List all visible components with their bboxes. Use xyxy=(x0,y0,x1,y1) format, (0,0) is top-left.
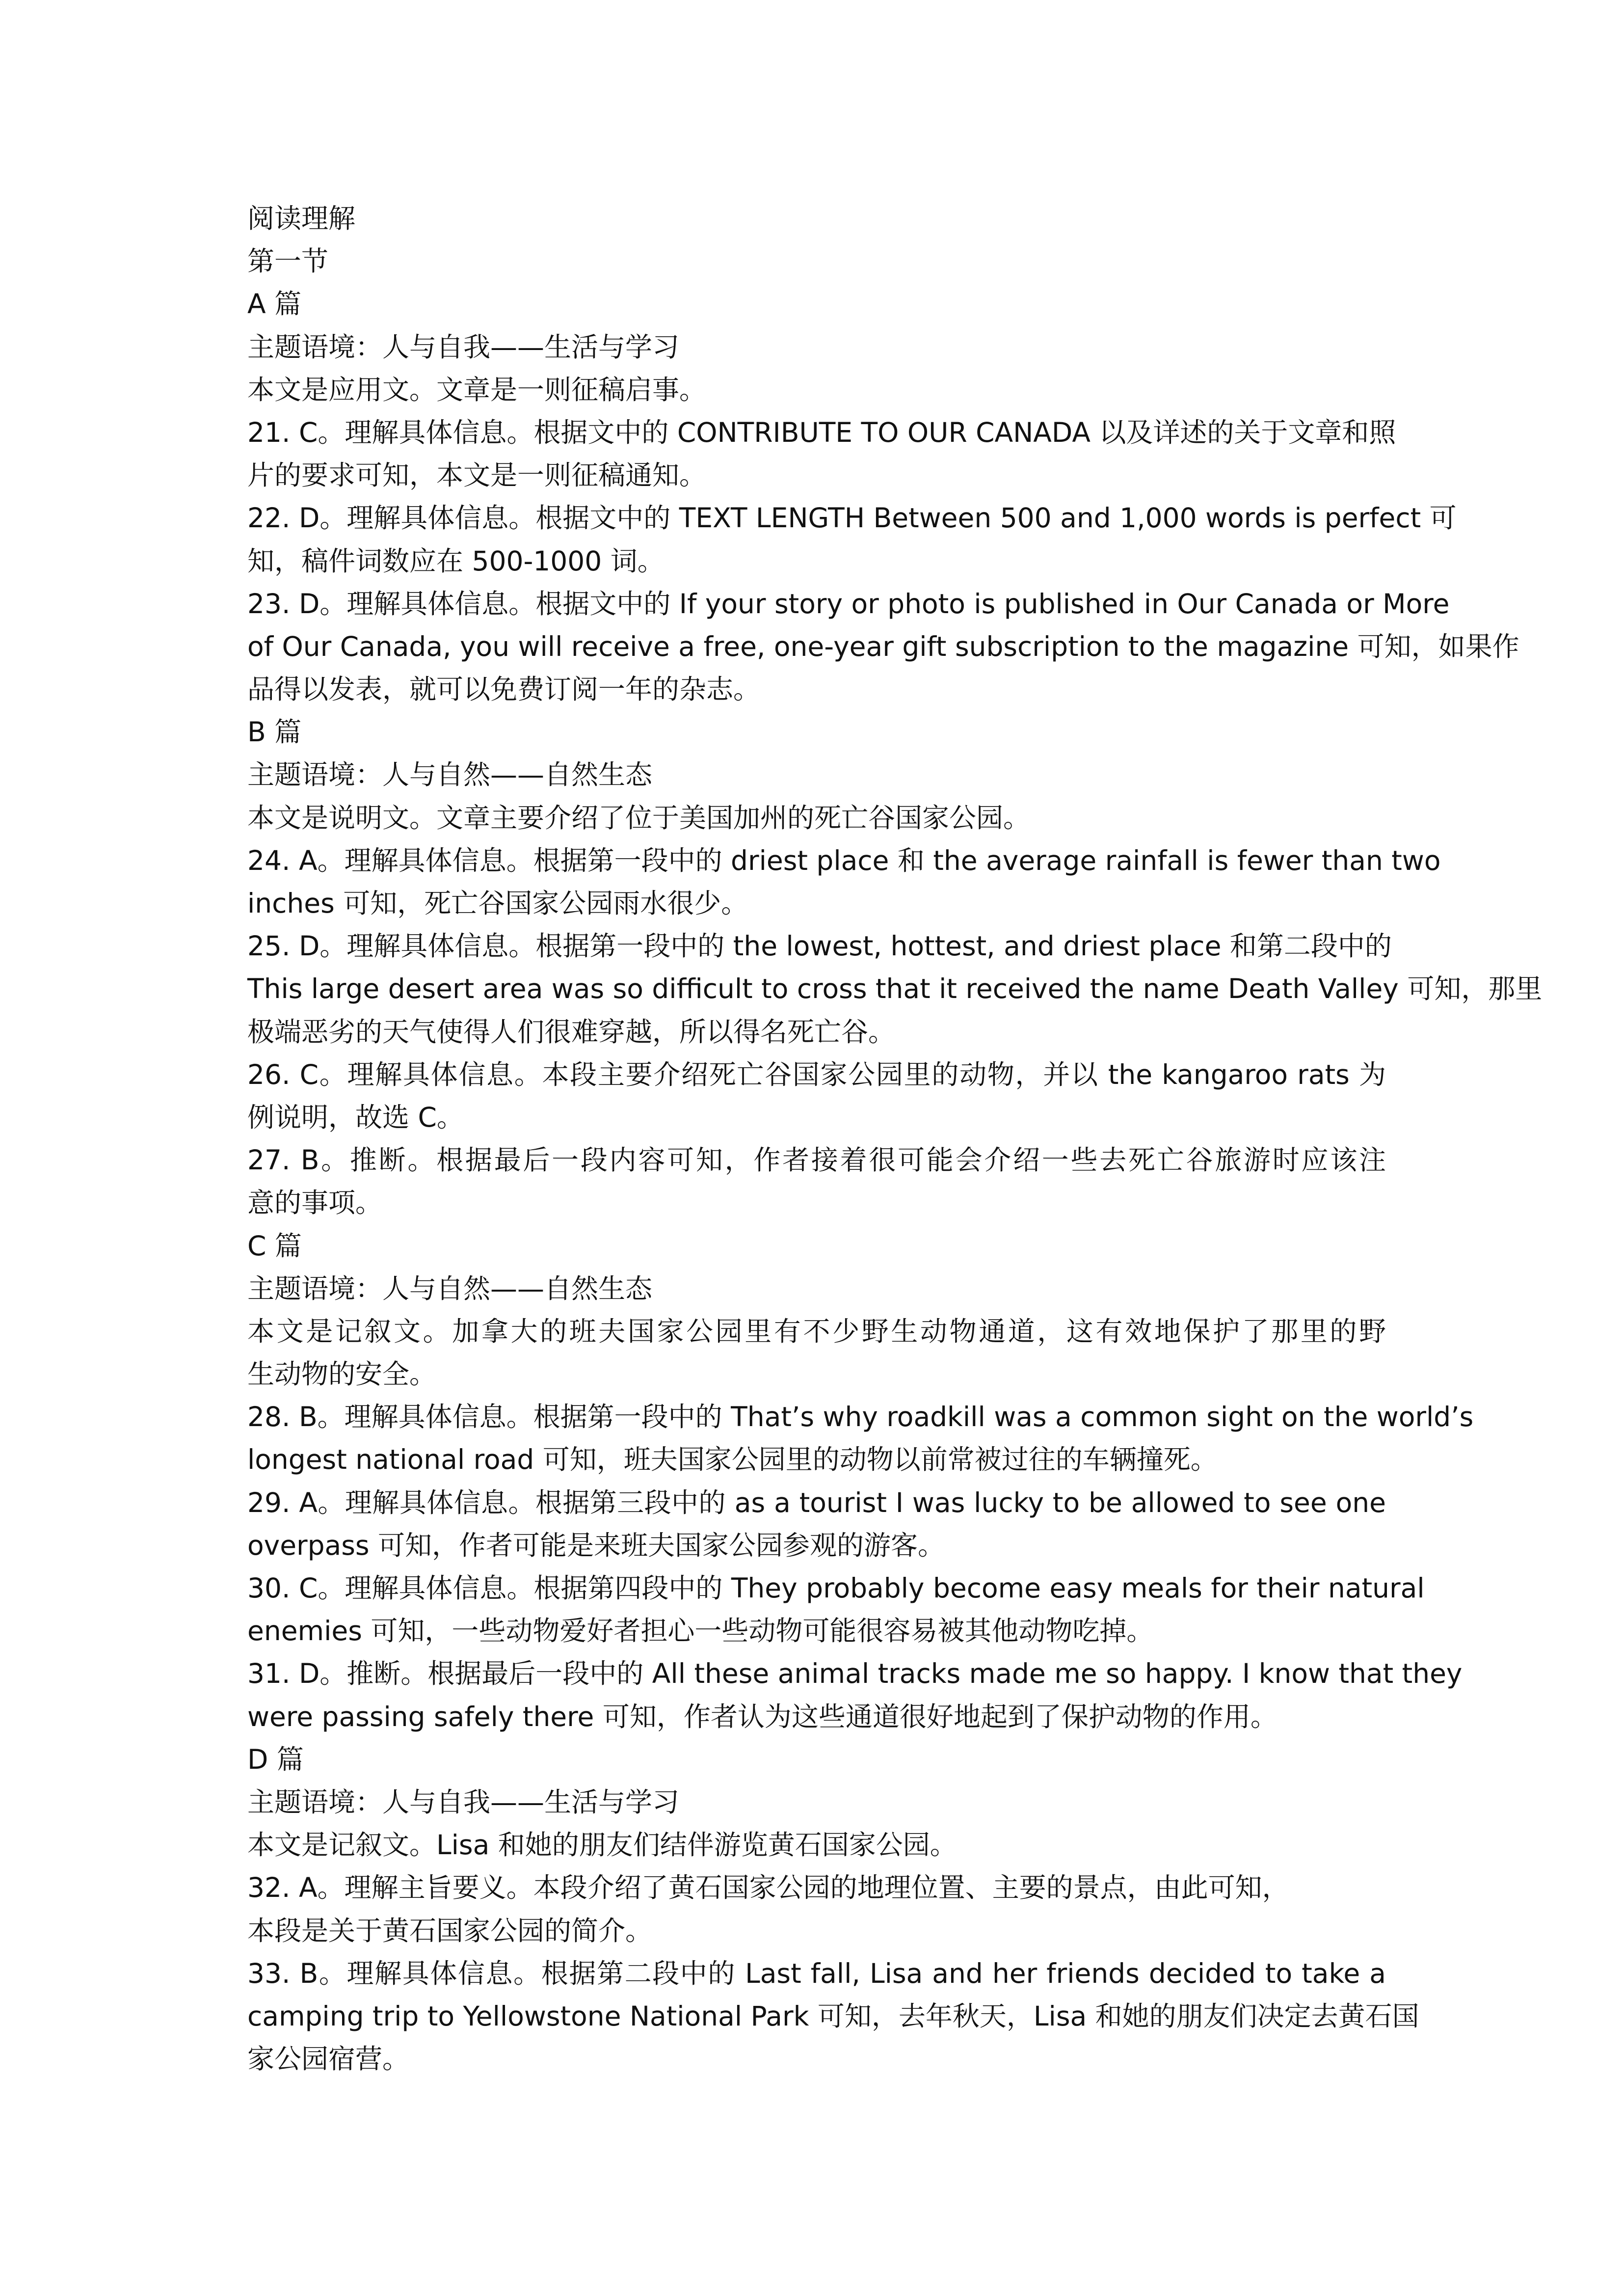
answer-24-line-1: 24. A。理解具体信息。根据第一段中的 driest place 和 the average rainfall is fewer than two xyxy=(247,844,1441,876)
passage-b-heading: B 篇 xyxy=(247,716,302,748)
passage-c-theme: 主题语境：人与自然——自然生态 xyxy=(247,1272,653,1304)
answer-23-line-1: 23. D。理解具体信息。根据文中的 If your story or photo is published in Our Canada or More xyxy=(247,588,1450,620)
passage-d-summary: 本文是记叙文。Lisa 和她的朋友们结伴游览黄石国家公园。 xyxy=(247,1829,957,1861)
answer-26-line-2: 例说明，故选 C。 xyxy=(247,1101,464,1133)
answer-21-line-1: 21. C。理解具体信息。根据文中的 CONTRIBUTE TO OUR CANADA 以及详述的关于文章和照 xyxy=(247,416,1396,448)
passage-c-summary-line-2: 生动物的安全。 xyxy=(247,1358,437,1390)
answer-31-line-1: 31. D。推断。根据最后一段中的 All these animal tracks made me so happy. I know that they xyxy=(247,1658,1463,1690)
answer-33-line-2: camping trip to Yellowstone National Park 可知，去年秋天，Lisa 和她的朋友们决定去黄石国 xyxy=(247,2000,1419,2032)
passage-a-heading: A 篇 xyxy=(247,288,302,320)
passage-d-theme: 主题语境：人与自我——生活与学习 xyxy=(247,1786,680,1818)
answer-29-line-2: overpass 可知，作者可能是来班夫国家公园参观的游客。 xyxy=(247,1529,945,1561)
answer-30-line-1: 30. C。理解具体信息。根据第四段中的 They probably become easy meals for their natural xyxy=(247,1572,1425,1604)
answer-33-line-3: 家公园宿营。 xyxy=(247,2043,410,2075)
answer-21-line-2: 片的要求可知，本文是一则征稿通知。 xyxy=(247,459,707,491)
passage-a-theme: 主题语境：人与自我——生活与学习 xyxy=(247,331,680,363)
answer-22-line-1: 22. D。理解具体信息。根据文中的 TEXT LENGTH Between 500 and 1,000 words is perfect 可 xyxy=(247,502,1457,534)
answer-33-line-1: 33. B。理解具体信息。根据第二段中的 Last fall, Lisa and her friends decided to take a xyxy=(247,1957,1386,1989)
answer-32-line-2: 本段是关于黄石国家公园的简介。 xyxy=(247,1915,653,1946)
answer-27-line-1: 27. B。推断。根据最后一段内容可知，作者接着很可能会介绍一些去死亡谷旅游时应该注 xyxy=(247,1144,1386,1176)
answer-30-line-2: enemies 可知，一些动物爱好者担心一些动物可能很容易被其他动物吃掉。 xyxy=(247,1615,1154,1647)
section-heading: 阅读理解 xyxy=(247,203,356,234)
answer-key-document xyxy=(247,197,1543,2080)
answer-32-line-1: 32. A。理解主旨要义。本段介绍了黄石国家公园的地理位置、主要的景点，由此可知， xyxy=(247,1872,1289,1904)
answer-25-line-3: 极端恶劣的天气使得人们很难穿越，所以得名死亡谷。 xyxy=(247,1016,896,1048)
answer-23-line-3: 品得以发表，就可以免费订阅一年的杂志。 xyxy=(247,674,761,705)
answer-29-line-1: 29. A。理解具体信息。根据第三段中的 as a tourist I was lucky to be allowed to see one xyxy=(247,1486,1386,1518)
part-heading: 第一节 xyxy=(247,245,329,277)
answer-28-line-1: 28. B。理解具体信息。根据第一段中的 That’s why roadkill was a common sight on the world’s xyxy=(247,1401,1474,1433)
answer-24-line-2: inches 可知，死亡谷国家公园雨水很少。 xyxy=(247,888,748,919)
passage-c-heading: C 篇 xyxy=(247,1230,302,1262)
passage-b-theme: 主题语境：人与自然——自然生态 xyxy=(247,759,653,791)
answer-31-line-2: were passing safely there 可知，作者认为这些通道很好地起到了保护动物的作用。 xyxy=(247,1701,1277,1732)
answer-25-line-2: This large desert area was so difficult to cross that it received the name Death Valley 可知，那里 xyxy=(247,973,1543,1005)
passage-d-heading: D 篇 xyxy=(247,1743,304,1775)
passage-c-summary-line-1: 本文是记叙文。加拿大的班夫国家公园里有不少野生动物通道，这有效地保护了那里的野 xyxy=(247,1315,1386,1347)
answer-27-line-2: 意的事项。 xyxy=(247,1187,383,1219)
passage-b-summary: 本文是说明文。文章主要介绍了位于美国加州的死亡谷国家公园。 xyxy=(247,802,1031,834)
passage-a-summary: 本文是应用文。文章是一则征稿启事。 xyxy=(247,374,707,405)
answer-28-line-2: longest national road 可知，班夫国家公园里的动物以前常被过往的车辆撞死。 xyxy=(247,1444,1218,1476)
answer-22-line-2: 知，稿件词数应在 500-1000 词。 xyxy=(247,545,665,577)
answer-26-line-1: 26. C。理解具体信息。本段主要介绍死亡谷国家公园里的动物，并以 the kangaroo rats 为 xyxy=(247,1058,1386,1090)
answer-23-line-2: of Our Canada, you will receive a free, one-year gift subscription to the magazine 可知，如果作 xyxy=(247,630,1519,662)
answer-25-line-1: 25. D。理解具体信息。根据第一段中的 the lowest, hottest, and driest place 和第二段中的 xyxy=(247,930,1392,962)
